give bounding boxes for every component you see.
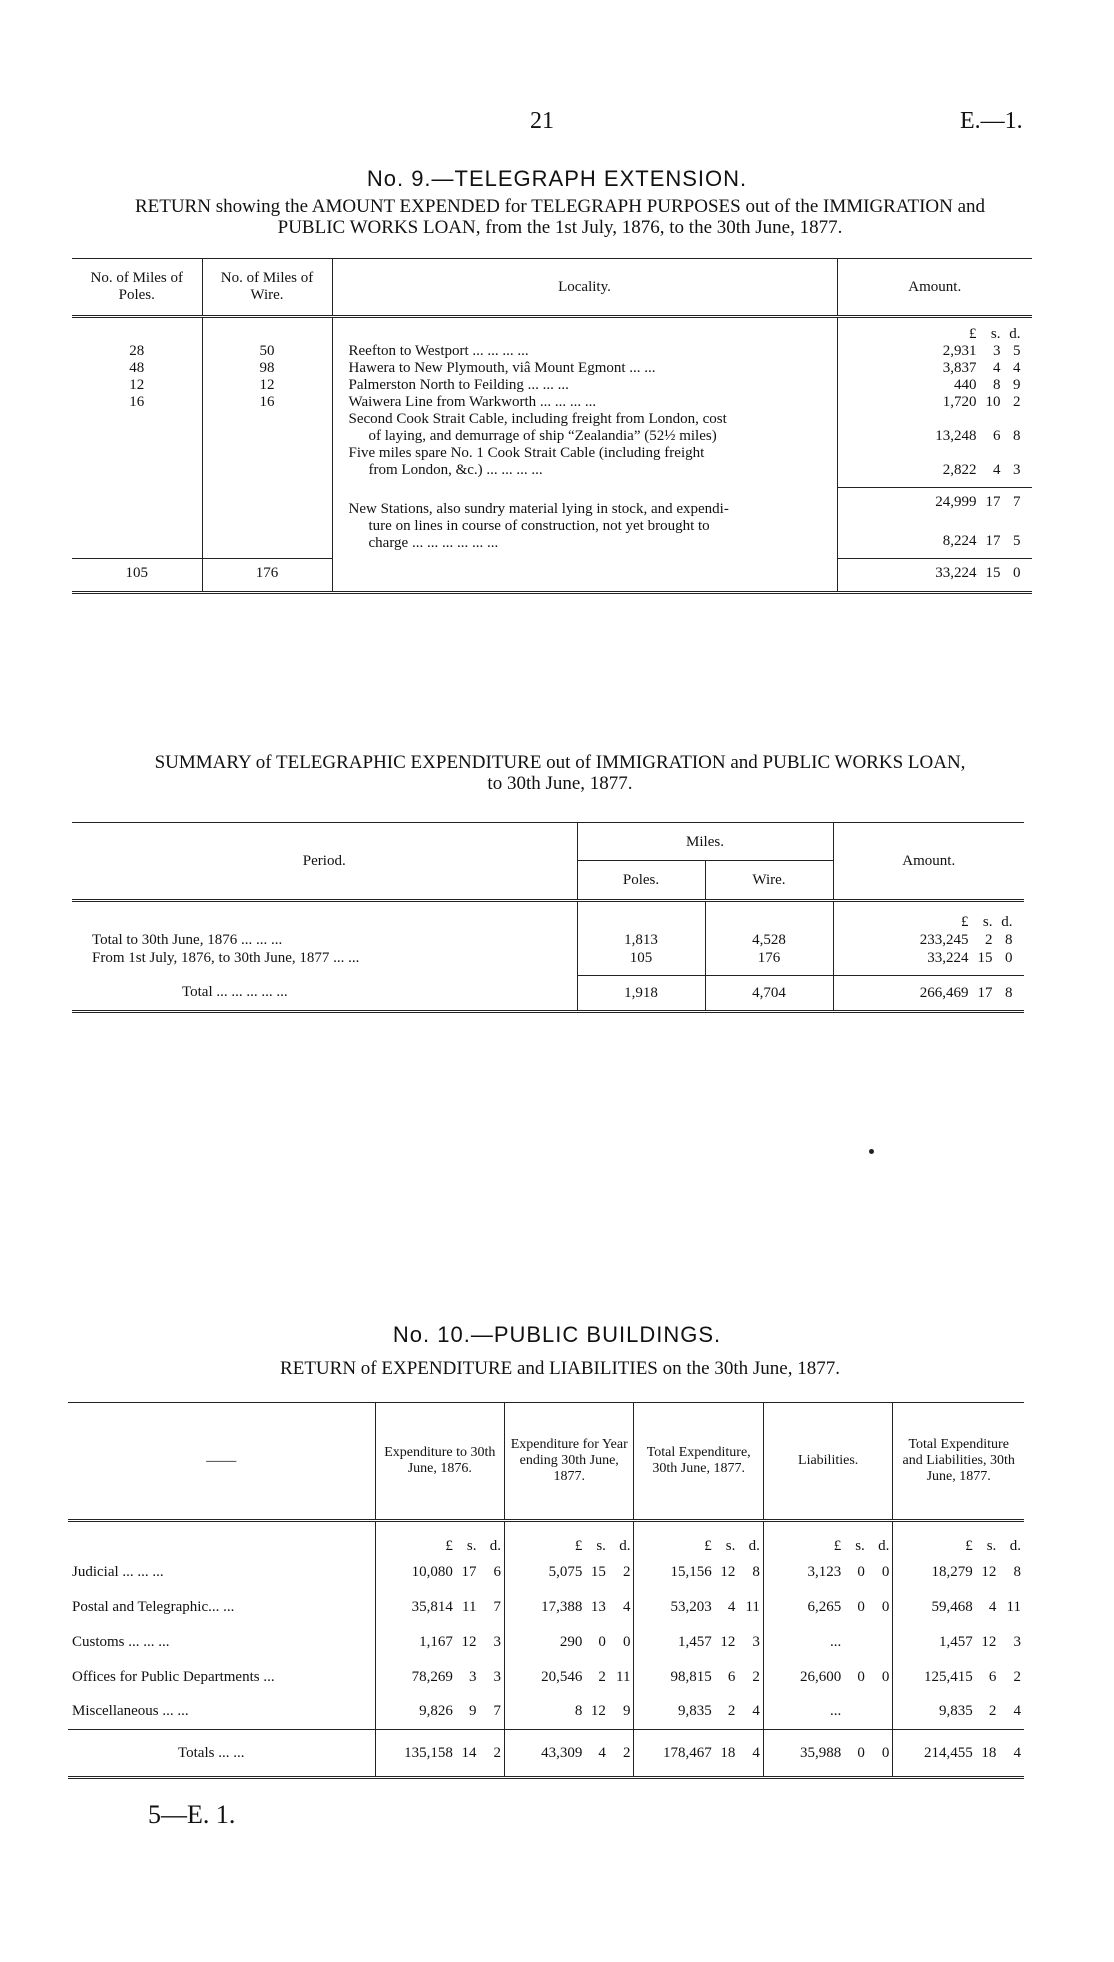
- summary-caption-line-1: SUMMARY of TELEGRAPHIC EXPENDITURE out of IMMIGRATION and PUBLIC WORKS LOAN,: [154, 752, 966, 773]
- table-row: Five miles spare No. 1 Cook Strait Cable (including freight from London, &c.) ... ... ... ... 2,822 4 3: [72, 445, 1032, 487]
- row-label: Customs ... ... ...: [68, 1625, 375, 1660]
- footer-reference: 5—E. 1.: [148, 1800, 236, 1829]
- stations-line-1: New Stations, also sundry material lying in stock, and expendi-: [348, 501, 729, 517]
- units-row: [837, 317, 1032, 344]
- pound-unit: £: [969, 326, 977, 342]
- header-poles: No. of Miles of Poles.: [72, 259, 202, 317]
- summary-caption-line-2: to 30th June, 1877.: [487, 773, 633, 794]
- pence-unit: d.: [1009, 326, 1021, 342]
- header-total-all: Total Expenditure and Liabilities, 30th June, 1877.: [893, 1403, 1024, 1521]
- table-row: Offices for Public Departments ... 78,269 3 3 20,546 2 11 98,815 6 2 26,600 0 0 125,415 6 2: [68, 1660, 1024, 1695]
- summary-table: Period. Miles. Amount. Poles. Wire. £ s. d. Total to 30th June, 1876 ... ... ... 1,813 4,528 233,245 2 8 From 1st July, 1876, to 30th June, 1877 ... ... 105 176 33,224 15 0 Total ... ... ... ... ... 1,918 4,704 266,469 17 8: [72, 822, 1024, 1013]
- row-label: Postal and Telegraphic... ...: [68, 1590, 375, 1625]
- document-reference: E.—1.: [960, 108, 1023, 134]
- total-row: Total ... ... ... ... ... 1,918 4,704 266,469 17 8: [72, 975, 1024, 1011]
- section-9-caption-line-1: RETURN showing the AMOUNT EXPENDED for TELEGRAPH PURPOSES out of the IMMIGRATION and: [134, 196, 986, 217]
- table-row: 48 98 Hawera to New Plymouth, viâ Mount Egmont ... ... 3,837 4 4: [72, 360, 1032, 377]
- row-label: Miscellaneous ... ...: [68, 1695, 375, 1730]
- header-exp-year: Expenditure for Year ending 30th June, 1877.: [505, 1403, 634, 1521]
- stations-line-3: charge ... ... ... ... ... ...: [368, 535, 499, 551]
- table-row: 12 12 Palmerston North to Feilding ... ... ... 440 8 9: [72, 377, 1032, 394]
- section-10-caption: RETURN of EXPENDITURE and LIABILITIES on the 30th June, 1877.: [280, 1358, 840, 1379]
- section-9-caption: [70, 196, 1050, 238]
- spare-line-1: Five miles spare No. 1 Cook Strait Cable (including freight: [348, 445, 705, 461]
- units-row: £ s. d. £ s. d. £ s. d. £ s. d. £ s. d.: [68, 1521, 1024, 1555]
- header-blank: ——: [68, 1403, 375, 1521]
- table-row: 28 50 Reefton to Westport ... ... ... ... 2,931 3 5: [72, 343, 1032, 360]
- page-number: 21: [530, 108, 554, 134]
- row-label: Offices for Public Departments ...: [68, 1660, 375, 1695]
- table-row: Judicial ... ... ... 10,080 17 6 5,075 15 2 15,156 12 8 3,123 0 0 18,279 12 8: [68, 1555, 1024, 1590]
- cable-line-1: Second Cook Strait Cable, including freight from London, cost: [348, 411, 727, 427]
- totals-row: Totals ... ... 135,158 14 2 43,309 4 2 178,467 18 4 35,988 0 0 214,455 18 4: [68, 1730, 1024, 1778]
- ink-dot: [869, 1149, 874, 1154]
- stations-amount: 8,224 17 5: [942, 532, 1021, 549]
- header-wire: No. of Miles of Wire.: [202, 259, 332, 317]
- telegraph-extension-table: [72, 258, 1032, 594]
- table-row: [72, 487, 1032, 558]
- section-9-title: No. 9.—TELEGRAPH EXTENSION.: [366, 166, 748, 191]
- section-9-caption-line-2: PUBLIC WORKS LOAN, from the 1st July, 1876, to the 30th June, 1877.: [277, 217, 843, 238]
- subtotal-amount: 24,999 17 7: [935, 493, 1021, 510]
- table-row: Miscellaneous ... ... 9,826 9 7 8 12 9 9,835 2 4 ... 9,835 2 4: [68, 1695, 1024, 1730]
- header-amount: Amount.: [837, 259, 1032, 317]
- table-row: Postal and Telegraphic... ... 35,814 11 7 17,388 13 4 53,203 4 11 6,265 0 0 59,468 4 11: [68, 1590, 1024, 1625]
- table-row: From 1st July, 1876, to 30th June, 1877 ... ... 105 176 33,224 15 0: [72, 949, 1024, 976]
- section-10-title: No. 10.—PUBLIC BUILDINGS.: [392, 1322, 722, 1347]
- table-row: Second Cook Strait Cable, including freight from London, cost of laying, and demurrage of ship “Zealandia” (52½ miles) 13,248 6 8: [72, 411, 1032, 445]
- shilling-unit: s.: [990, 326, 1001, 342]
- public-buildings-table: [68, 1402, 1024, 1779]
- table-row: 16 16 Waiwera Line from Warkworth ... ... ... ... 1,720 10 2: [72, 394, 1032, 411]
- header-period: Period.: [72, 823, 577, 901]
- header-amount: Amount.: [833, 823, 1024, 901]
- header-wire: Wire.: [705, 861, 833, 901]
- cable-line-2: of laying, and demurrage of ship “Zealandia” (52½ miles): [368, 428, 717, 444]
- row-label: Judicial ... ... ...: [68, 1555, 375, 1590]
- table-row: Total to 30th June, 1876 ... ... ... 1,813 4,528 233,245 2 8: [72, 931, 1024, 949]
- header-locality: Locality.: [332, 259, 837, 317]
- header-liabilities: Liabilities.: [763, 1403, 892, 1521]
- header-miles: Miles.: [577, 823, 833, 861]
- summary-caption: [70, 752, 1050, 794]
- header-poles: Poles.: [577, 861, 705, 901]
- header-exp-1876: Expenditure to 30th June, 1876.: [375, 1403, 504, 1521]
- table-row: Customs ... ... ... 1,167 12 3 290 0 0 1,457 12 3 ... 1,457 12 3: [68, 1625, 1024, 1660]
- stations-line-2: ture on lines in course of construction, not yet brought to: [368, 518, 710, 534]
- total-row: 105 176 33,224 15 0: [72, 558, 1032, 592]
- spare-line-2: from London, &c.) ... ... ... ...: [368, 462, 543, 478]
- header-total-exp: Total Expenditure, 30th June, 1877.: [634, 1403, 763, 1521]
